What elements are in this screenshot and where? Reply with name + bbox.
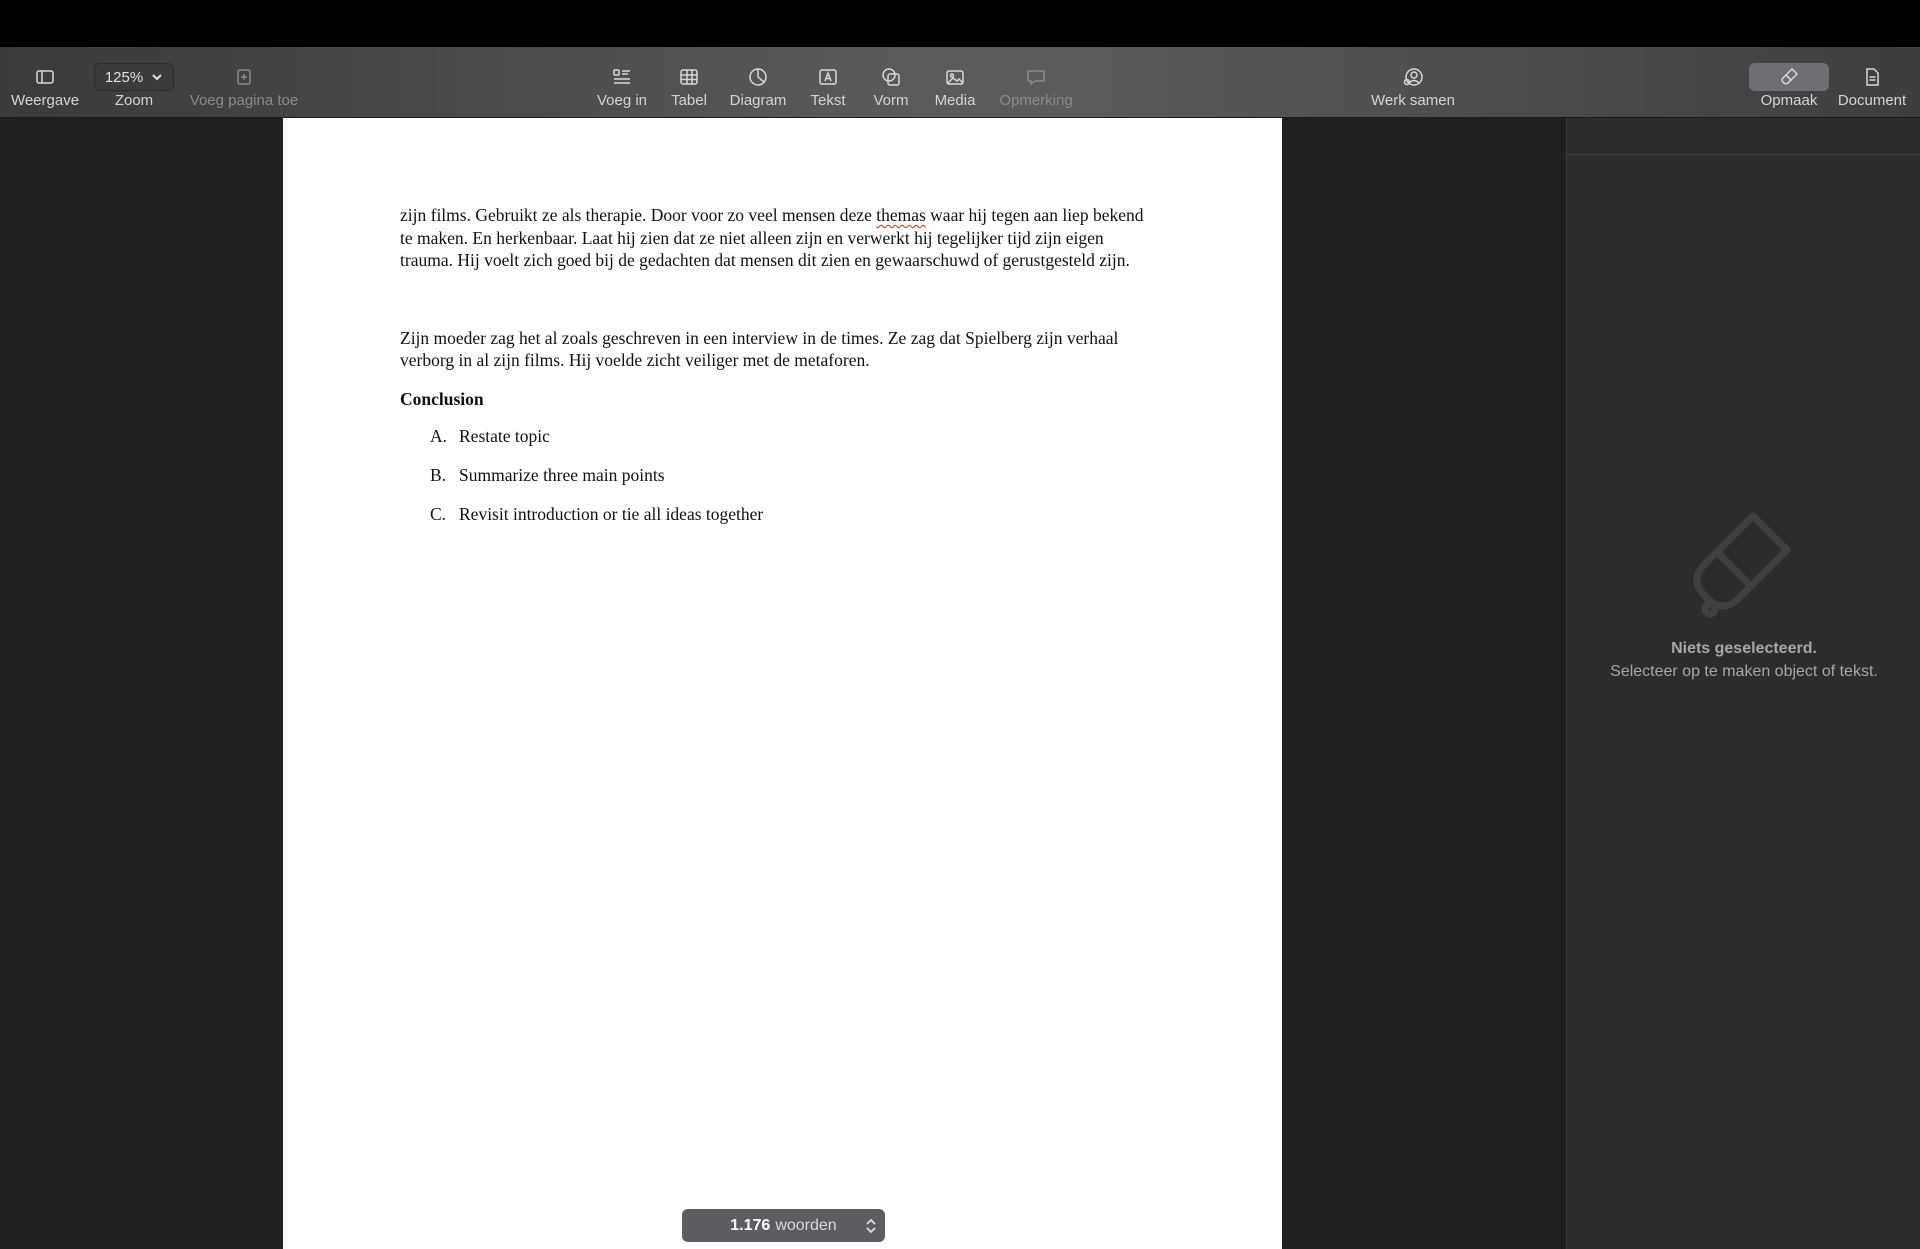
page-body[interactable]: [400, 204, 1160, 542]
shape-icon: [880, 66, 902, 88]
format-inspector: [1566, 118, 1920, 1249]
chart-label: Diagram: [729, 92, 787, 109]
paragraph-1-start: zijn films. Gebruikt ze als therapie. Door voor zo veel mensen deze: [400, 205, 877, 225]
paintbrush-icon: [1778, 66, 1800, 88]
comment-icon: [1025, 66, 1047, 88]
add-page-label: Voeg pagina toe: [189, 92, 299, 109]
empty-state-title: Niets geselecteerd.: [1671, 640, 1817, 657]
insert-button[interactable]: [592, 47, 652, 118]
inspector-divider: [1567, 154, 1920, 155]
word-count-number: 1.176: [730, 1216, 771, 1234]
word-count-unit: woorden: [775, 1216, 837, 1234]
zoom-value: 125%: [104, 68, 144, 86]
shape-label: Vorm: [873, 92, 909, 109]
table-button[interactable]: [664, 47, 714, 118]
paintbrush-icon: [1687, 508, 1797, 628]
list-item-text: Restate topic: [459, 426, 550, 446]
media-label: Media: [934, 92, 976, 109]
paragraph-1[interactable]: [400, 204, 1160, 272]
list-item[interactable]: [430, 464, 1160, 487]
chart-button[interactable]: [726, 47, 790, 118]
toolbar: [0, 47, 1920, 118]
document-label: Document: [1837, 92, 1907, 109]
outline-list: [400, 425, 1160, 526]
paragraph-2[interactable]: Zijn moeder zag het al zoals geschreven in een interview in de times. Ze zag dat Spielberg zijn verhaal verborg in al zijn films. Hij voelde zicht veiliger met de metaforen.: [400, 327, 1119, 370]
text-label: Tekst: [810, 92, 846, 109]
collaborate-button[interactable]: [1368, 47, 1458, 118]
list-item[interactable]: [430, 425, 1160, 448]
word-count-button[interactable]: [682, 1209, 885, 1242]
stepper-arrows-icon: [865, 1217, 877, 1235]
list-item[interactable]: [430, 503, 1160, 526]
misspelled-word[interactable]: themas: [876, 205, 926, 225]
paragraph-1-end: waar hij tegen aan liep bekend te maken. En herkenbaar. Laat hij zien dat ze niet alleen zijn en verwerkt hij tegelijker tijd zijn eigen trauma. Hij voelt zich goed bij de gedachten dat mensen dit zien en gewaarschuwd of gerustgesteld zijn.: [400, 205, 1144, 270]
list-item-text: Summarize three main points: [459, 465, 665, 485]
media-button[interactable]: [930, 47, 980, 118]
view-button[interactable]: [10, 47, 80, 118]
document-icon: [1861, 66, 1883, 88]
image-icon: [944, 66, 966, 88]
chevron-down-icon: [151, 71, 163, 83]
table-icon: [678, 66, 700, 88]
zoom-control[interactable]: [94, 47, 174, 118]
format-button[interactable]: [1749, 47, 1829, 118]
table-label: Tabel: [671, 92, 707, 109]
collaborate-icon: [1402, 66, 1424, 88]
format-label: Opmaak: [1760, 92, 1818, 109]
list-item-text: Revisit introduction or tie all ideas together: [459, 504, 764, 524]
collaborate-label: Werk samen: [1371, 92, 1455, 109]
list-marker: B.: [430, 465, 447, 485]
pie-chart-icon: [747, 66, 769, 88]
add-page-button[interactable]: [188, 47, 300, 118]
view-label: Weergave: [10, 92, 80, 109]
zoom-dropdown[interactable]: [94, 63, 174, 91]
empty-state-subtitle: Selecteer op te maken object of tekst.: [1610, 663, 1878, 680]
insert-label: Voeg in: [596, 92, 648, 109]
sidebar-icon: [34, 66, 56, 88]
add-page-icon: [233, 66, 255, 88]
text-box-icon: [817, 66, 839, 88]
document-button[interactable]: [1832, 47, 1912, 118]
window-titlebar: [0, 0, 1920, 47]
insert-icon: [611, 66, 633, 88]
zoom-label: Zoom: [114, 92, 154, 109]
comment-button[interactable]: [996, 47, 1076, 118]
list-marker: A.: [430, 426, 448, 446]
shape-button[interactable]: [866, 47, 916, 118]
text-button[interactable]: [803, 47, 853, 118]
list-marker: C.: [430, 504, 447, 524]
comment-label: Opmerking: [999, 92, 1073, 109]
document-page[interactable]: [283, 118, 1282, 1249]
conclusion-heading[interactable]: Conclusion: [400, 388, 484, 409]
